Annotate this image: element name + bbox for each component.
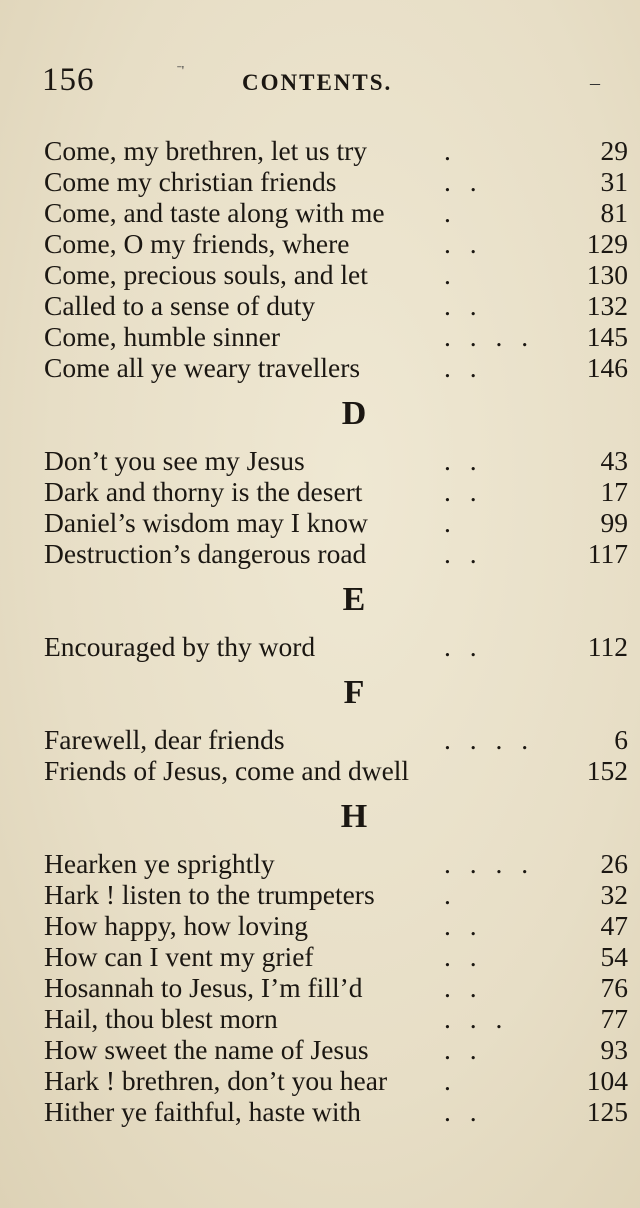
entry-title: Encouraged by thy word xyxy=(44,631,316,662)
ink-mark: ˉ' xyxy=(177,64,185,79)
dot-leaders: . . xyxy=(444,941,483,972)
entry-page-number: 77 xyxy=(600,1003,628,1034)
entry-page-number: 47 xyxy=(600,910,628,941)
entry-page-number: 6 xyxy=(614,724,628,755)
dot-leaders: . . xyxy=(444,166,483,197)
section-letter-e: E xyxy=(342,581,366,618)
contents-entry xyxy=(44,1096,628,1127)
dot-leaders: . . xyxy=(444,476,483,507)
contents-entry xyxy=(44,972,628,1003)
dot-leaders: . . xyxy=(444,445,483,476)
contents-entry xyxy=(44,1034,628,1065)
dot-leaders: . . xyxy=(444,228,483,259)
dot-leaders: . . xyxy=(444,631,483,662)
dot-leaders: . . . . xyxy=(444,321,535,352)
entry-page-number: 132 xyxy=(586,290,628,321)
entry-title: Hither ye faithful, haste with xyxy=(44,1096,361,1127)
contents-entry xyxy=(44,1065,628,1096)
entry-page-number: 76 xyxy=(600,972,628,1003)
entry-title: Farewell, dear friends xyxy=(44,724,285,755)
entry-title: Hark ! listen to the trumpeters xyxy=(44,879,375,910)
entry-page-number: 31 xyxy=(600,166,628,197)
dot-leaders: . . xyxy=(444,1096,483,1127)
entry-title: Dark and thorny is the desert xyxy=(44,476,363,507)
contents-entry xyxy=(44,445,628,476)
dot-leaders: . . xyxy=(444,352,483,383)
entry-page-number: 117 xyxy=(587,538,628,569)
entry-page-number: 17 xyxy=(600,476,628,507)
entry-page-number: 43 xyxy=(600,445,628,476)
dot-leaders: . . xyxy=(444,972,483,1003)
entry-title: Come, humble sinner xyxy=(44,321,281,352)
dot-leaders: . xyxy=(444,259,457,290)
dot-leaders: . xyxy=(444,197,457,228)
entry-page-number: 152 xyxy=(586,755,628,786)
entry-title: Don’t you see my Jesus xyxy=(44,445,305,476)
contents-entry xyxy=(44,352,628,383)
entry-title: Come my christian friends xyxy=(44,166,337,197)
entry-title: Hail, thou blest morn xyxy=(44,1003,278,1034)
contents-entry xyxy=(44,290,628,321)
entry-title: Hosannah to Jesus, I’m fill’d xyxy=(44,972,363,1003)
contents-entry xyxy=(44,879,628,910)
entry-title: Come all ye weary travellers xyxy=(44,352,361,383)
section-letter-h: H xyxy=(340,798,368,835)
dot-leaders: . . xyxy=(444,910,483,941)
contents-entry xyxy=(44,228,628,259)
entry-page-number: 145 xyxy=(586,321,628,352)
entry-title: Called to a sense of duty xyxy=(44,290,316,321)
dot-leaders: . . xyxy=(444,538,483,569)
dot-leaders: . xyxy=(444,1065,457,1096)
entry-title: How sweet the name of Jesus xyxy=(44,1034,369,1065)
contents-entry xyxy=(44,941,628,972)
contents-entry xyxy=(44,259,628,290)
section-letter-d: D xyxy=(341,395,367,432)
entry-page-number: 104 xyxy=(586,1065,628,1096)
entry-title: Come, my brethren, let us try xyxy=(44,135,368,166)
contents-entry xyxy=(44,1003,628,1034)
contents-entry xyxy=(44,724,628,755)
entry-page-number: 99 xyxy=(600,507,628,538)
dot-leaders: . xyxy=(444,135,457,166)
contents-entry xyxy=(44,166,628,197)
contents-list xyxy=(44,135,628,1127)
dot-leaders: . . . . xyxy=(444,848,535,879)
entry-page-number: 32 xyxy=(600,879,628,910)
entry-title: Come, precious souls, and let xyxy=(44,259,368,290)
entry-title: Friends of Jesus, come and dwell xyxy=(44,755,410,786)
contents-entry xyxy=(44,631,628,662)
page-number: 156 xyxy=(42,62,95,98)
entry-title: How happy, how loving xyxy=(44,910,309,941)
dot-leaders: . . xyxy=(444,290,483,321)
contents-entry xyxy=(44,755,628,786)
contents-entry xyxy=(44,538,628,569)
entry-title: Daniel’s wisdom may I know xyxy=(44,507,368,538)
contents-entry xyxy=(44,321,628,352)
dot-leaders: . . xyxy=(444,1034,483,1065)
entry-page-number: 54 xyxy=(600,941,628,972)
entry-title: Hearken ye sprightly xyxy=(44,848,275,879)
contents-entry xyxy=(44,135,628,166)
contents-entry xyxy=(44,507,628,538)
contents-entry xyxy=(44,197,628,228)
contents-entry xyxy=(44,476,628,507)
ink-dash: – xyxy=(590,72,600,94)
entry-title: Come, O my friends, where xyxy=(44,228,350,259)
dot-leaders: . xyxy=(444,879,457,910)
entry-title: Hark ! brethren, don’t you hear xyxy=(44,1065,388,1096)
entry-title: How can I vent my grief xyxy=(44,941,314,972)
entry-page-number: 125 xyxy=(586,1096,628,1127)
page-header xyxy=(42,62,600,102)
entry-title: Destruction’s dangerous road xyxy=(44,538,367,569)
entry-page-number: 26 xyxy=(600,848,628,879)
dot-leaders: . . . . xyxy=(444,724,535,755)
entry-page-number: 29 xyxy=(600,135,628,166)
entry-page-number: 130 xyxy=(586,259,628,290)
dot-leaders: . xyxy=(444,507,457,538)
entry-page-number: 93 xyxy=(600,1034,628,1065)
entry-page-number: 81 xyxy=(600,197,628,228)
entry-title: Come, and taste along with me xyxy=(44,197,385,228)
running-head: CONTENTS. xyxy=(242,70,393,95)
contents-entry xyxy=(44,910,628,941)
contents-entry xyxy=(44,848,628,879)
entry-page-number: 146 xyxy=(586,352,628,383)
section-letter-f: F xyxy=(343,674,365,711)
dot-leaders: . . . xyxy=(444,1003,509,1034)
entry-page-number: 129 xyxy=(586,228,628,259)
entry-page-number: 112 xyxy=(587,631,628,662)
